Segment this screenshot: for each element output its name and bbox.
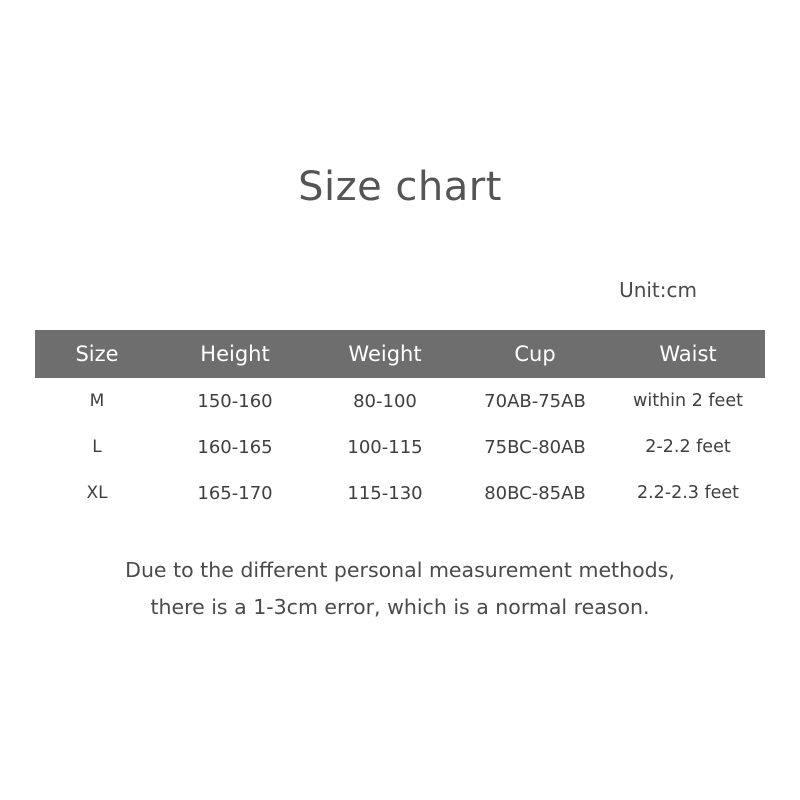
unit-label: Unit:cm — [619, 278, 697, 302]
cell-height: 150-160 — [159, 378, 311, 424]
column-header-waist: Waist — [611, 330, 765, 378]
cell-weight: 115-130 — [311, 470, 459, 516]
table-header — [35, 330, 765, 378]
cell-waist: 2-2.2 feet — [611, 424, 765, 470]
size-table-container — [35, 330, 765, 516]
cell-height: 165-170 — [159, 470, 311, 516]
cell-size: M — [35, 378, 159, 424]
column-header-weight: Weight — [311, 330, 459, 378]
column-header-height: Height — [159, 330, 311, 378]
table-row — [35, 424, 765, 470]
note-line-2: there is a 1-3cm error, which is a normal reason. — [150, 595, 650, 619]
column-header-size: Size — [35, 330, 159, 378]
table-body — [35, 378, 765, 516]
size-table — [35, 330, 765, 516]
cell-size: XL — [35, 470, 159, 516]
note-line-1: Due to the different personal measurement methods, — [125, 558, 675, 582]
cell-weight: 80-100 — [311, 378, 459, 424]
cell-height: 160-165 — [159, 424, 311, 470]
cell-weight: 100-115 — [311, 424, 459, 470]
page-title: Size chart — [298, 164, 502, 210]
cell-size: L — [35, 424, 159, 470]
table-header-row — [35, 330, 765, 378]
cell-cup: 80BC-85AB — [459, 470, 611, 516]
cell-cup: 70AB-75AB — [459, 378, 611, 424]
cell-waist: 2.2-2.3 feet — [611, 470, 765, 516]
column-header-cup: Cup — [459, 330, 611, 378]
table-row — [35, 470, 765, 516]
table-row — [35, 378, 765, 424]
measurement-note — [0, 552, 800, 626]
cell-cup: 75BC-80AB — [459, 424, 611, 470]
cell-waist: within 2 feet — [611, 378, 765, 424]
